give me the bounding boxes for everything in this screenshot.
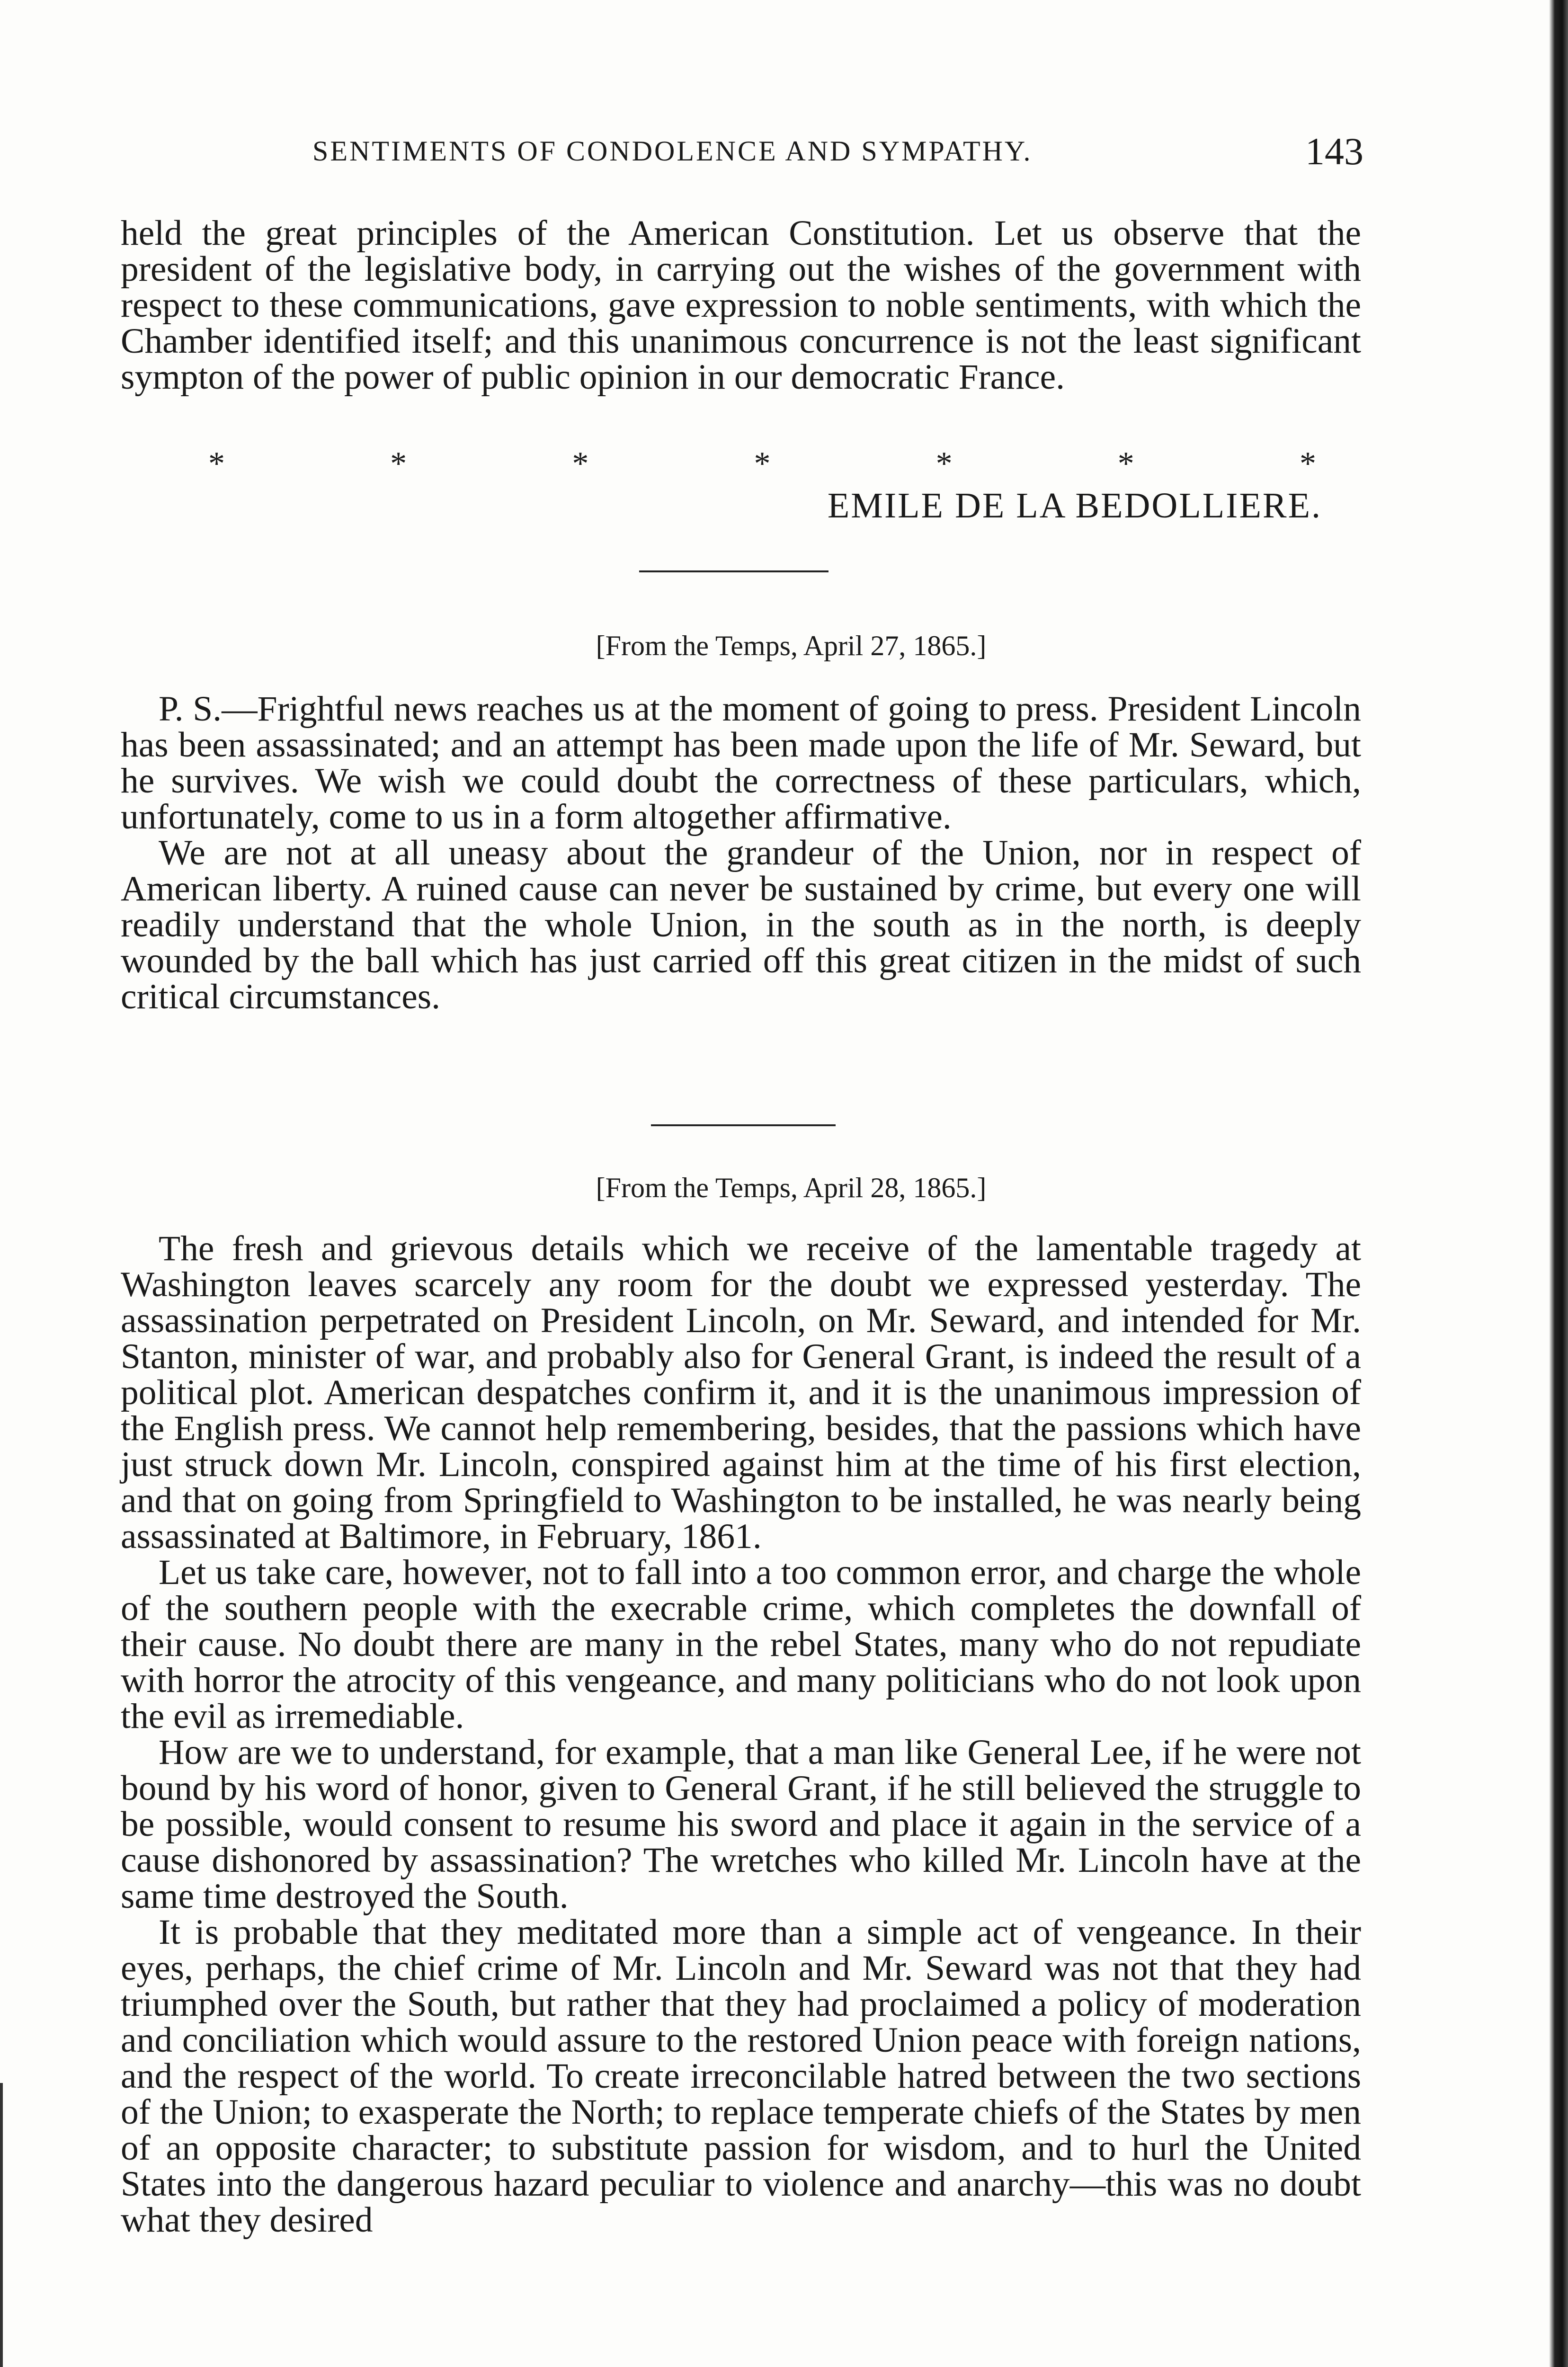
paragraph: Let us take care, however, not to fall into a too common error, and charge the whole of the southern people with the execrable crime, which completes the downfall of their cause. No doubt there are many in the rebel States, many who do not repudiate with horror the atrocity of this vengeance, and many politicians who do not look upon the evil as irremediable.	[121, 1553, 1361, 1736]
paragraph: It is probable that they meditated more than a simple act of vengeance. In their eyes, perhaps, the chief crime of Mr. Lincoln and Mr. Seward was not that they had triumphed over the South, but rather that they had proclaimed a policy of moderation and conciliation which would assure to the restored Union peace with foreign nations, and the respect of the world. To create irreconcilable hatred between the two sections of the Union; to exasperate the North; to replace temperate chiefs of the States by men of an opposite character; to substitute passion for wisdom, and to hurl the United States into the dangerous hazard peculiar to violence and anarchy—this was no doubt what they desired	[121, 1913, 1361, 2240]
running-title: SENTIMENTS OF CONDOLENCE AND SYMPATHY.	[312, 135, 1033, 167]
star: *	[390, 445, 407, 482]
star: *	[754, 445, 771, 482]
author-signature: EMILE DE LA BEDOLLIERE.	[827, 486, 1322, 525]
paragraph: held the great principles of the American Constitution. Let us observe that the president of the legislative body, in carrying out the wishes of the government with respect to these communications, gave expression to noble sentiments, with which the Chamber identified itself; and this unanimous concurrence is not the least significant sympton of the power of public opinion in our democratic France.	[121, 214, 1361, 397]
page-number: 143	[1305, 130, 1363, 173]
scan-edge	[0, 2083, 3, 2367]
source-citation: [From the Temps, April 27, 1865.]	[596, 630, 987, 661]
section-divider	[639, 570, 829, 572]
paragraph: How are we to understand, for example, that a man like General Lee, if he were not bound by his word of honor, given to General Grant, if he still believed the struggle to be possible, would consent to resume his sword and place it again in the service of a cause dishonored by assassination? The wretches who killed Mr. Lincoln have at the same time destroyed the South.	[121, 1733, 1361, 1916]
running-header	[312, 130, 1363, 173]
star: *	[935, 445, 953, 482]
section-divider	[651, 1124, 836, 1126]
star: *	[1117, 445, 1134, 482]
paragraph: P. S.—Frightful news reaches us at the moment of going to press. President Lincoln has been assassinated; and an attempt has been made upon the life of Mr. Seward, but he survives. We wish we could doubt the correctness of these particulars, which, unfortunately, come to us in a form altogether affirmative.	[121, 689, 1361, 836]
source-citation: [From the Temps, April 28, 1865.]	[596, 1172, 987, 1203]
ellipsis-stars	[208, 445, 1316, 482]
section-continuation	[121, 215, 1361, 395]
section-temps-april-28	[121, 1231, 1361, 2238]
paragraph: We are not at all uneasy about the grandeur of the Union, nor in respect of American liberty. A ruined cause can never be sustained by crime, but every one will readily understand that the whole Union, in the south as in the north, is deeply wounded by the ball which has just carried off this great citizen in the midst of such critical circumstances.	[121, 833, 1361, 1016]
star: *	[208, 445, 225, 482]
star: *	[572, 445, 589, 482]
section-temps-april-27	[121, 691, 1361, 1015]
paragraph: The fresh and grievous details which we receive of the lamentable tragedy at Washington leaves scarcely any room for the doubt we expressed yesterday. The assassination perpetrated on President Lincoln, on Mr. Seward, and intended for Mr. Stanton, minister of war, and probably also for General Grant, is indeed the result of a political plot. American despatches confirm it, and it is the unanimous impression of the English press. We cannot help remembering, besides, that the passions which have just struck down Mr. Lincoln, conspired against him at the time of his first election, and that on going from Springfield to Washington to be installed, he was nearly being assassinated at Baltimore, in February, 1861.	[121, 1229, 1361, 1556]
star: *	[1299, 445, 1316, 482]
